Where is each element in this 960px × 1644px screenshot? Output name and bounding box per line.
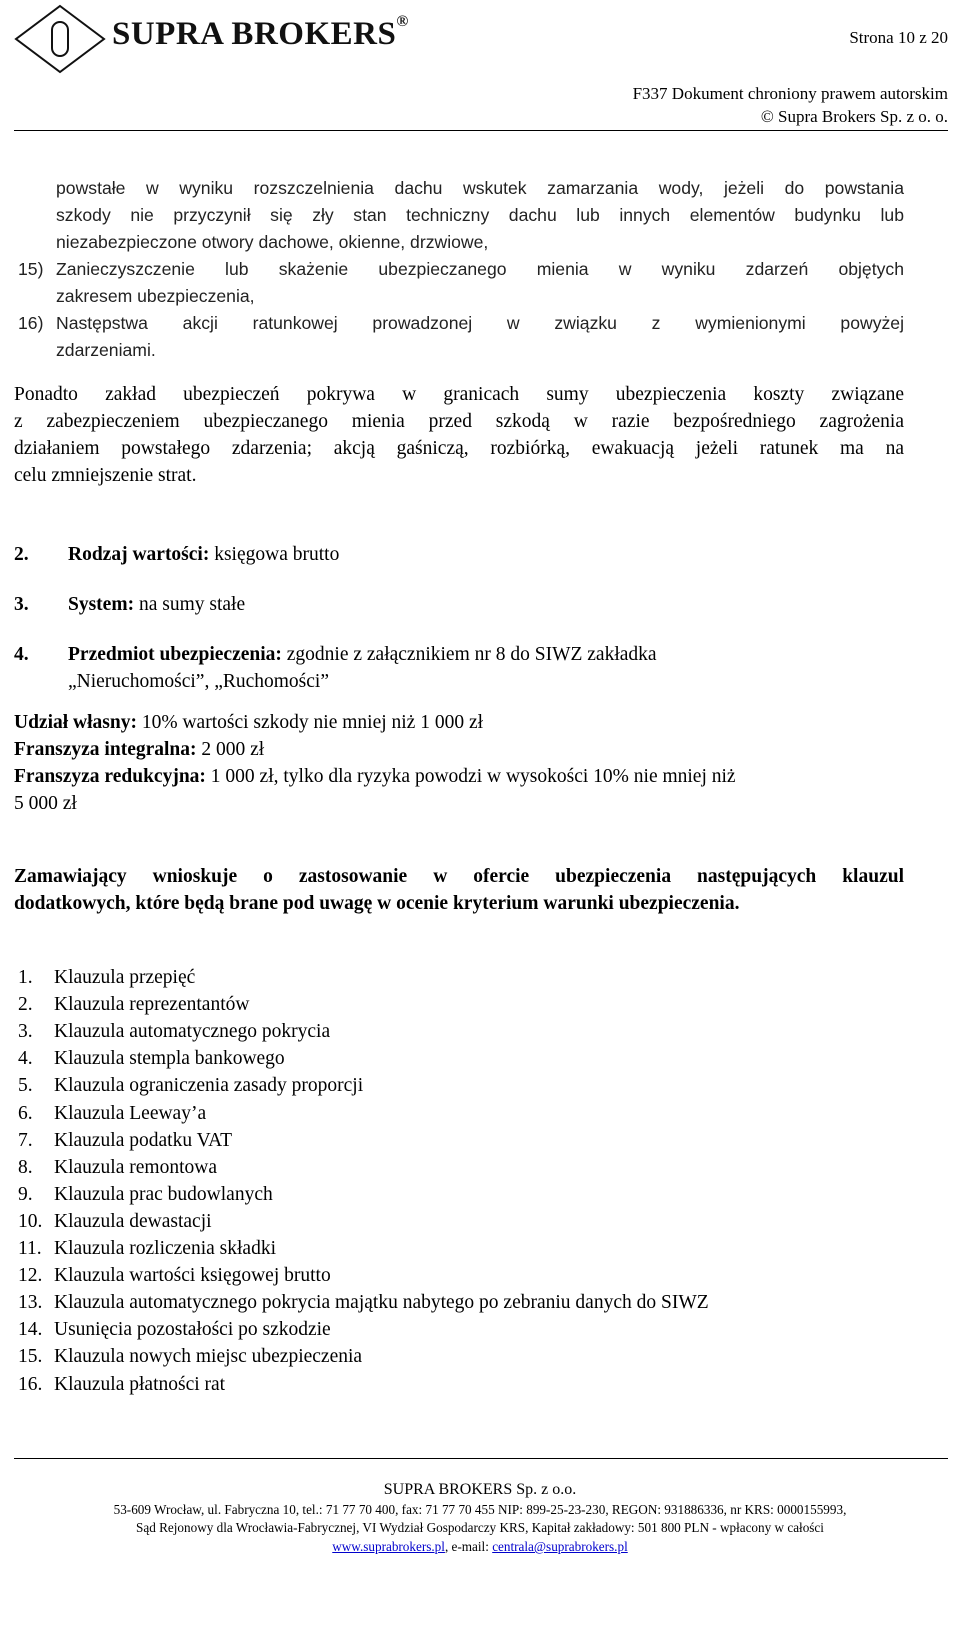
clause-item — [18, 994, 249, 1016]
section-value: księgowa brutto — [209, 544, 340, 565]
clause-label: Klauzula rozliczenia składki — [54, 1238, 276, 1259]
clauses-intro-line: Zamawiający wnioskuje o zastosowanie w ofercie ubezpieczenia następujących klauzul — [14, 866, 904, 887]
clause-number: 3. — [18, 1021, 33, 1043]
copyright-owner: © Supra Brokers Sp. z o. o. — [760, 107, 948, 126]
clause-label: Klauzula płatności rat — [54, 1373, 226, 1395]
section-number: 3. — [14, 594, 29, 615]
section-value: zgodnie z załącznikiem nr 8 do SIWZ zakładka — [281, 644, 657, 665]
clause-label: Klauzula stempla bankowego — [54, 1048, 285, 1070]
clause-label: Klauzula automatycznego pokrycia majątku nabytego po zebraniu danych do SIWZ — [54, 1292, 709, 1314]
clause-item — [18, 1319, 331, 1341]
clause-number: 9. — [18, 1183, 33, 1205]
intro-line: niezabezpieczone otwory dachowe, okienne, drzwiowe, — [56, 232, 489, 252]
clause-label: Klauzula remontowa — [54, 1156, 217, 1178]
reduction-franchise-label: Franszyza redukcyjna: — [14, 766, 206, 787]
item-16-text-cont: zdarzeniami. — [56, 340, 156, 360]
brand-name: SUPRA BROKERS® — [112, 13, 409, 52]
footer-registry: Sąd Rejonowy dla Wrocławia-Fabrycznej, VI Wydział Gospodarczy KRS, Kapitał zakładowy: 501 800 PLN - wpłacony w całości — [136, 1520, 824, 1535]
item-15-text-cont: zakresem ubezpieczenia, — [56, 286, 255, 306]
item-15-number: 15) — [18, 259, 44, 279]
section-number: 2. — [14, 544, 29, 565]
clause-number: 2. — [18, 994, 33, 1016]
clause-item — [18, 967, 195, 989]
clause-label: Klauzula wartości księgowej brutto — [54, 1265, 331, 1287]
section-label: System: — [68, 594, 135, 615]
integral-franchise — [14, 739, 264, 761]
footer-address: 53-609 Wrocław, ul. Fabryczna 10, tel.: 71 77 70 400, fax: 71 77 70 455 NIP: 899-25-23-230, REGON: 931886336, nr KRS: 0000155993, — [113, 1502, 847, 1517]
section-label: Przedmiot ubezpieczenia: — [68, 644, 282, 665]
clause-number: 10. — [18, 1210, 43, 1232]
section-value-type — [14, 544, 339, 566]
clause-number: 8. — [18, 1156, 33, 1178]
integral-franchise-value: 2 000 zł — [196, 739, 265, 760]
section-system — [14, 594, 245, 616]
clause-number: 4. — [18, 1048, 33, 1070]
section-number: 4. — [14, 644, 29, 665]
clause-number: 13. — [18, 1292, 43, 1314]
clause-label: Usunięcia pozostałości po szkodzie — [54, 1319, 331, 1341]
clause-number: 14. — [18, 1319, 43, 1341]
footer-contact — [0, 1539, 960, 1555]
website-link[interactable]: www.suprabrokers.pl — [332, 1539, 445, 1554]
clause-item — [18, 1130, 232, 1152]
clause-item — [18, 1374, 225, 1396]
clause-number: 11. — [18, 1238, 42, 1259]
intro-line: powstałe w wyniku rozszczelnienia dachu wskutek zamarzania wody, jeżeli do powstania — [56, 178, 904, 198]
section-subject-cont: „Nieruchomości”, „Ruchomości” — [68, 671, 329, 692]
header-rule — [14, 130, 948, 131]
clause-label: Klauzula automatycznego pokrycia — [54, 1021, 331, 1043]
clause-item — [18, 1238, 276, 1260]
item-15-text: Zanieczyszczenie lub skażenie ubezpieczanego mienia w wyniku zdarzeń objętych — [56, 259, 904, 279]
paragraph-line: celu zmniejszenie strat. — [14, 465, 197, 486]
clause-item — [18, 1292, 709, 1314]
registered-mark: ® — [396, 13, 409, 30]
clause-item — [18, 1265, 331, 1287]
clause-item — [18, 1184, 273, 1206]
copyright-notice: F337 Dokument chroniony prawem autorskim — [632, 84, 948, 103]
own-share-label: Udział własny: — [14, 712, 137, 733]
clause-number: 7. — [18, 1129, 33, 1151]
clause-number: 12. — [18, 1265, 43, 1287]
reduction-franchise-value: 1 000 zł, tylko dla ryzyka powodzi w wysokości 10% nie mniej niż — [205, 766, 736, 787]
clause-number: 5. — [18, 1075, 33, 1097]
clause-number: 1. — [18, 967, 33, 988]
section-subject — [14, 644, 657, 666]
logo-icon — [14, 4, 106, 74]
clause-item — [18, 1075, 363, 1097]
section-label: Rodzaj wartości: — [68, 544, 210, 565]
clause-number: 15. — [18, 1346, 43, 1368]
page-number: Strona 10 z 20 — [849, 28, 948, 47]
paragraph-line: Ponadto zakład ubezpieczeń pokrywa w granicach sumy ubezpieczenia koszty związane — [14, 384, 904, 405]
email-label: , e-mail: — [444, 1539, 493, 1554]
paragraph-line: działaniem powstałego zdarzenia; akcją gaśniczą, rozbiórką, ewakuacją jeżeli ratunek ma na — [14, 438, 904, 459]
clause-label: Klauzula prac budowlanych — [54, 1183, 273, 1205]
clause-label: Klauzula reprezentantów — [54, 994, 250, 1016]
clause-item — [18, 1346, 362, 1368]
own-share-value: 10% wartości szkody nie mniej niż 1 000 zł — [136, 712, 484, 733]
integral-franchise-label: Franszyza integralna: — [14, 739, 197, 760]
clause-label: Klauzula Leeway’a — [54, 1102, 207, 1124]
clause-item — [18, 1021, 330, 1043]
paragraph-line: z zabezpieczeniem ubezpieczanego mienia przed szkodą w razie bezpośredniego zagrożenia — [14, 411, 904, 432]
clause-label: Klauzula podatku VAT — [54, 1129, 233, 1151]
clause-item — [18, 1048, 285, 1070]
clause-label: Klauzula nowych miejsc ubezpieczenia — [54, 1346, 363, 1368]
footer-rule — [14, 1458, 948, 1459]
footer-company: SUPRA BROKERS Sp. z o.o. — [383, 1481, 577, 1498]
clause-label: Klauzula dewastacji — [54, 1210, 212, 1232]
clause-number: 16. — [18, 1373, 43, 1395]
reduction-franchise-cont: 5 000 zł — [14, 793, 77, 814]
clause-item — [18, 1211, 212, 1233]
own-share — [14, 712, 483, 734]
clause-item — [18, 1157, 217, 1179]
item-16-text: Następstwa akcji ratunkowej prowadzonej w związku z wymienionymi powyżej — [56, 313, 904, 333]
intro-line: szkody nie przyczynił się zły stan techniczny dachu lub innych elementów budynku lub — [56, 205, 904, 225]
clause-item — [18, 1103, 206, 1125]
clause-number: 6. — [18, 1102, 33, 1124]
email-link[interactable]: centrala@suprabrokers.pl — [492, 1539, 628, 1554]
item-16-number: 16) — [18, 313, 44, 333]
reduction-franchise — [14, 766, 736, 788]
section-value: na sumy stałe — [134, 594, 246, 615]
clause-label: Klauzula przepięć — [54, 967, 196, 988]
clause-label: Klauzula ograniczenia zasady proporcji — [54, 1075, 364, 1097]
clauses-intro-line: dodatkowych, które będą brane pod uwagę w ocenie kryterium warunki ubezpieczenia. — [14, 893, 740, 914]
